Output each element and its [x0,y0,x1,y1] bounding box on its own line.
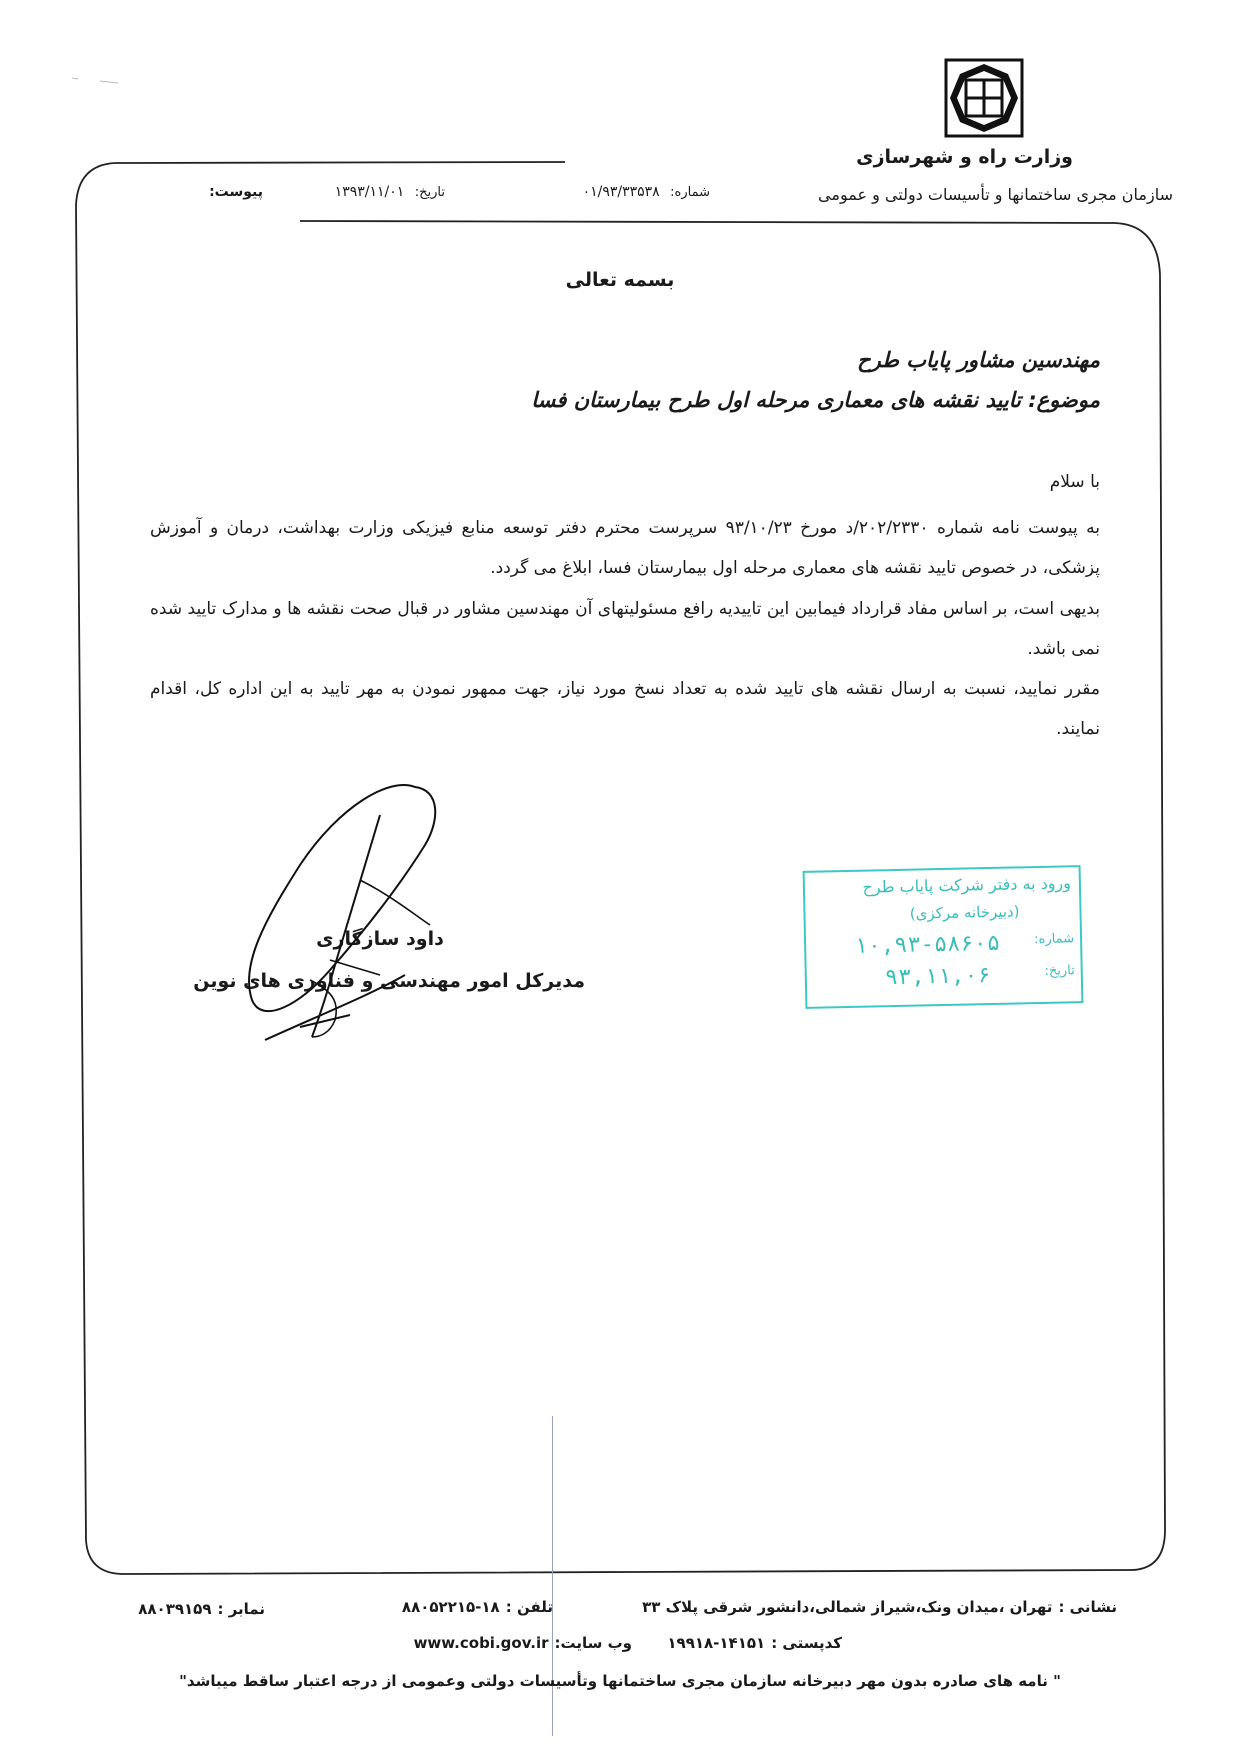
body-paragraph: به پیوست نامه شماره ۲۰۲/۲۳۳۰/د مورخ ۹۳/۱۰/۲۳ سرپرست محترم دفتر توسعه منابع فیزیکی وزارت بهداشت، درمان و آموزش پزشکی، در خصوص تایید نقشه های معماری مرحله اول بیمارستان فسا، ابلاغ می گردد. [150,518,1100,579]
organization-name: سازمان مجری ساختمانها و تأسیسات دولتی و عمومی [818,185,1173,204]
footer-phone [402,1598,553,1616]
signer-title: مدیرکل امور مهندسی و فناوری های نوین [193,970,585,992]
letter-body [150,508,1100,750]
body-paragraph: مقرر نمایید، نسبت به ارسال نقشه های تایید شده به تعداد نسخ مورد نیاز، جهت ممهور نمودن به مهر تایید به این اداره کل، اقدام نمایند. [150,679,1100,740]
stamp-company: ورود به دفتر شرکت پایاب طرح [862,873,1072,897]
attachment-label: پیوست: [209,184,263,200]
footer-fax [138,1600,265,1618]
footer-web-label: وب سایت: [554,1634,632,1652]
stamp-date-value: ۹۳,۱۱,۰۶ [884,963,992,991]
footer-address-label: نشانی : [1058,1598,1117,1616]
stamp-number-value: ۱۰,۹۳-۵۸۶۰۵ [854,930,1001,959]
subject: موضوع: تایید نقشه های معماری مرحله اول طرح بیمارستان فسا [531,388,1100,412]
letter-date-value: ۱۳۹۳/۱۱/۰۱ [334,184,405,200]
letter-date [335,184,445,200]
ministry-logo [944,58,1024,138]
handwritten-signature [240,775,460,1050]
stamp-date-label: تاریخ: [1044,963,1075,979]
footer-postal-label: کدپستی : [771,1634,842,1652]
footer-phone-label: تلفن : [505,1598,553,1616]
letter-number-label: شماره: [670,185,710,200]
footer-website [414,1634,632,1652]
letter-number [583,184,710,200]
bismillah: بسمه تعالی [565,269,675,291]
letter-date-label: تاریخ: [414,185,445,200]
stamp-number-label: شماره: [1034,931,1075,948]
footer-notice: " نامه های صادره بدون مهر دبیرخانه سازمان مجری ساختمانها وتأسیسات دولتی وعمومی از درجه اعتبار ساقط میباشد" [179,1672,1061,1690]
footer-postal-code [667,1634,842,1652]
recipient: مهندسین مشاور پایاب طرح [857,348,1100,372]
received-stamp [803,865,1084,1009]
stamp-department: (دبیرخانه مرکزی) [909,902,1020,923]
footer-phone-value: ۱۸-۸۸۰۵۲۲۱۵ [401,1598,500,1616]
footer-address-value: تهران ،میدان ونک،شیراز شمالی،دانشور شرقی پلاک ۳۳ [642,1598,1053,1616]
letter-number-value: ۰۱/۹۳/۳۳۵۳۸ [582,184,660,200]
footer-web-value: www.cobi.gov.ir [413,1634,549,1652]
footer-fax-label: نمابر : [217,1600,265,1618]
signer-name: داود سازگاری [316,928,444,950]
body-paragraph: بدیهی است، بر اساس مفاد قرارداد فیمابین این تاییدیه رافع مسئولیتهای آن مهندسین مشاور در قبال صحت نقشه ها و مدارک تایید شده نمی باشد. [150,598,1100,659]
scan-artifact [70,76,120,86]
footer-address [642,1598,1117,1616]
footer-fax-value: ۸۸۰۳۹۱۵۹ [138,1600,212,1618]
ministry-name: وزارت راه و شهرسازی [856,146,1073,168]
footer-postal-value: ۱۴۱۵۱-۱۹۹۱۸ [667,1634,766,1652]
greeting: با سلام [1049,472,1100,492]
